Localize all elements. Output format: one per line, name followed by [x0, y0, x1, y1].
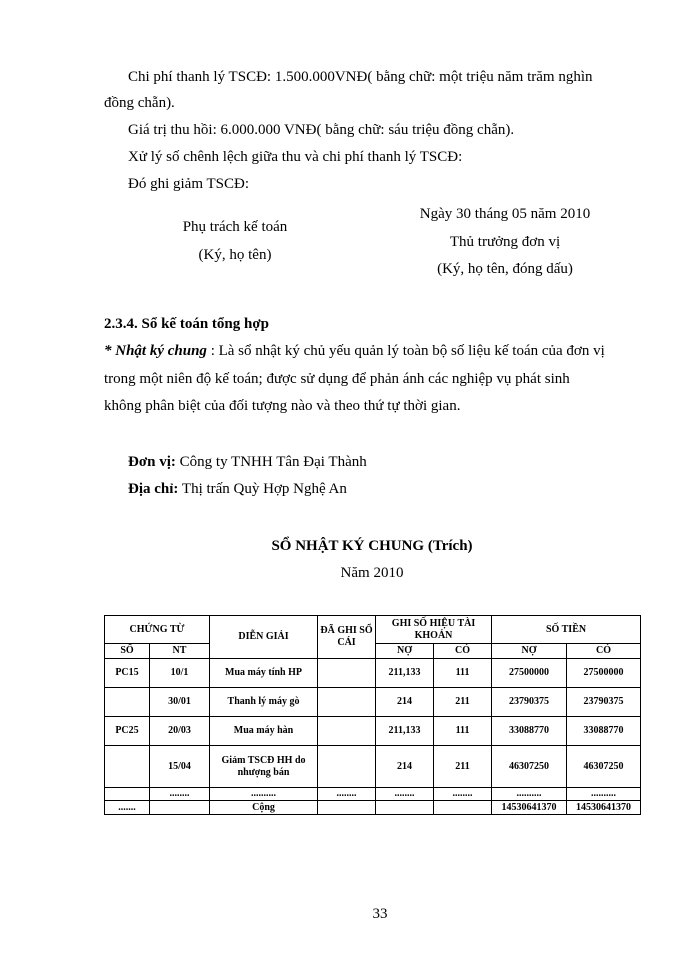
- cell-posted: [318, 717, 376, 746]
- header-posted: ĐÃ GHI SỔ CÁI: [318, 616, 376, 659]
- cell-amount-no: ..........: [492, 788, 567, 801]
- signature-left-title: Phụ trách kế toán: [182, 219, 288, 235]
- cell-amount-co: 33088770: [567, 717, 641, 746]
- table-row: [105, 746, 641, 788]
- cell-total-account-co: [434, 801, 492, 815]
- cell-amount-co: 46307250: [567, 746, 641, 788]
- cell-so: [105, 788, 150, 801]
- paragraph-liquidation-cost-cont: đồng chẵn).: [104, 95, 175, 111]
- cell-amount-no: 23790375: [492, 688, 567, 717]
- cell-amount-no: 33088770: [492, 717, 567, 746]
- signature-right-title: Thủ trưởng đơn vị: [449, 234, 561, 250]
- section-text-1: : Là sổ nhật ký chủ yếu quản lý toàn bộ số liệu kế toán của đơn vị: [206, 343, 605, 359]
- header-so: SỐ: [105, 644, 150, 659]
- cell-nt: 10/1: [150, 659, 210, 688]
- cell-nt: ........: [150, 788, 210, 801]
- company-unit-label: Đơn vị:: [128, 454, 176, 470]
- cell-amount-no: 27500000: [492, 659, 567, 688]
- cell-account-co: ........: [434, 788, 492, 801]
- cell-amount-no: 46307250: [492, 746, 567, 788]
- cell-desc: Mua máy hàn: [210, 717, 318, 746]
- cell-nt: 20/03: [150, 717, 210, 746]
- header-account: GHI SỐ HIỆU TÀI KHOẢN: [376, 616, 492, 644]
- table-row: [105, 659, 641, 688]
- cell-so: PC15: [105, 659, 150, 688]
- signature-left-sign: (Ký, họ tên): [198, 247, 272, 263]
- cell-total-posted: [318, 801, 376, 815]
- table-row: [105, 717, 641, 746]
- header-account-co: CÓ: [434, 644, 492, 659]
- header-amount-co: CÓ: [567, 644, 641, 659]
- cell-nt: 30/01: [150, 688, 210, 717]
- journal-table: [104, 615, 641, 815]
- cell-account-no: 214: [376, 746, 434, 788]
- cell-account-co: 111: [434, 659, 492, 688]
- cell-account-no: 211,133: [376, 717, 434, 746]
- cell-account-co: 211: [434, 746, 492, 788]
- signature-date: Ngày 30 tháng 05 năm 2010: [419, 206, 591, 222]
- header-nt: NT: [150, 644, 210, 659]
- header-amount-no: NỢ: [492, 644, 567, 659]
- header-description: DIỄN GIẢI: [210, 616, 318, 659]
- cell-desc: Thanh lý máy gò: [210, 688, 318, 717]
- cell-desc: ..........: [210, 788, 318, 801]
- cell-account-no: 211,133: [376, 659, 434, 688]
- cell-total-amount-no: 14530641370: [492, 801, 567, 815]
- cell-so: [105, 688, 150, 717]
- cell-posted: ........: [318, 788, 376, 801]
- paragraph-recovery-value: Giá trị thu hồi: 6.000.000 VNĐ( bằng chữ: sáu triệu đồng chẵn).: [128, 122, 515, 138]
- section-line-3: không phân biệt của đối tượng nào và theo thứ tự thời gian.: [104, 398, 461, 414]
- journal-title: SỔ NHẬT KÝ CHUNG (Trích): [271, 538, 473, 554]
- header-voucher: CHỨNG TỪ: [105, 616, 210, 644]
- signature-right-sign: (Ký, họ tên, đóng dấu): [437, 261, 573, 277]
- cell-account-no: ........: [376, 788, 434, 801]
- header-amount: SỐ TIỀN: [492, 616, 641, 644]
- paragraph-difference: Xử lý số chênh lệch giữa thu và chi phí thanh lý TSCĐ:: [128, 149, 463, 165]
- section-lead: * Nhật ký chung: [104, 343, 207, 359]
- cell-desc: Giảm TSCĐ HH do nhượng bán: [210, 746, 318, 788]
- table-row: [105, 688, 641, 717]
- cell-total-account-no: [376, 801, 434, 815]
- cell-so: [105, 746, 150, 788]
- company-address-label: Địa chỉ:: [128, 481, 179, 497]
- section-heading: 2.3.4. Sổ kế toán tổng hợp: [104, 316, 270, 332]
- company-address: [128, 479, 347, 499]
- cell-posted: [318, 688, 376, 717]
- section-line-2: trong một niên độ kế toán; được sử dụng để phản ánh các nghiệp vụ phát sinh: [104, 371, 570, 387]
- table-row: [105, 788, 641, 801]
- cell-posted: [318, 659, 376, 688]
- cell-total-amount-co: 14530641370: [567, 801, 641, 815]
- cell-total-so: .......: [105, 801, 150, 815]
- cell-account-co: 111: [434, 717, 492, 746]
- company-unit: [128, 452, 367, 472]
- header-account-no: NỢ: [376, 644, 434, 659]
- paragraph-liquidation-cost: Chi phí thanh lý TSCĐ: 1.500.000VNĐ( bằng chữ: một triệu năm trăm nghìn: [128, 69, 593, 85]
- section-line-1: [104, 341, 605, 361]
- company-address-value: Thị trấn Quỳ Hợp Nghệ An: [178, 481, 347, 497]
- cell-desc: Mua máy tính HP: [210, 659, 318, 688]
- page-number: 33: [372, 906, 388, 922]
- table-total-row: [105, 801, 641, 815]
- cell-amount-co: 23790375: [567, 688, 641, 717]
- journal-year: Năm 2010: [340, 565, 404, 581]
- cell-nt: 15/04: [150, 746, 210, 788]
- cell-amount-co: 27500000: [567, 659, 641, 688]
- company-unit-value: Công ty TNHH Tân Đại Thành: [175, 454, 367, 470]
- cell-total-nt: [150, 801, 210, 815]
- cell-amount-co: ..........: [567, 788, 641, 801]
- cell-so: PC25: [105, 717, 150, 746]
- cell-account-no: 214: [376, 688, 434, 717]
- paragraph-asset-reduction: Đó ghi giảm TSCĐ:: [128, 176, 249, 192]
- cell-posted: [318, 746, 376, 788]
- cell-account-co: 211: [434, 688, 492, 717]
- cell-total-label: Cộng: [210, 801, 318, 815]
